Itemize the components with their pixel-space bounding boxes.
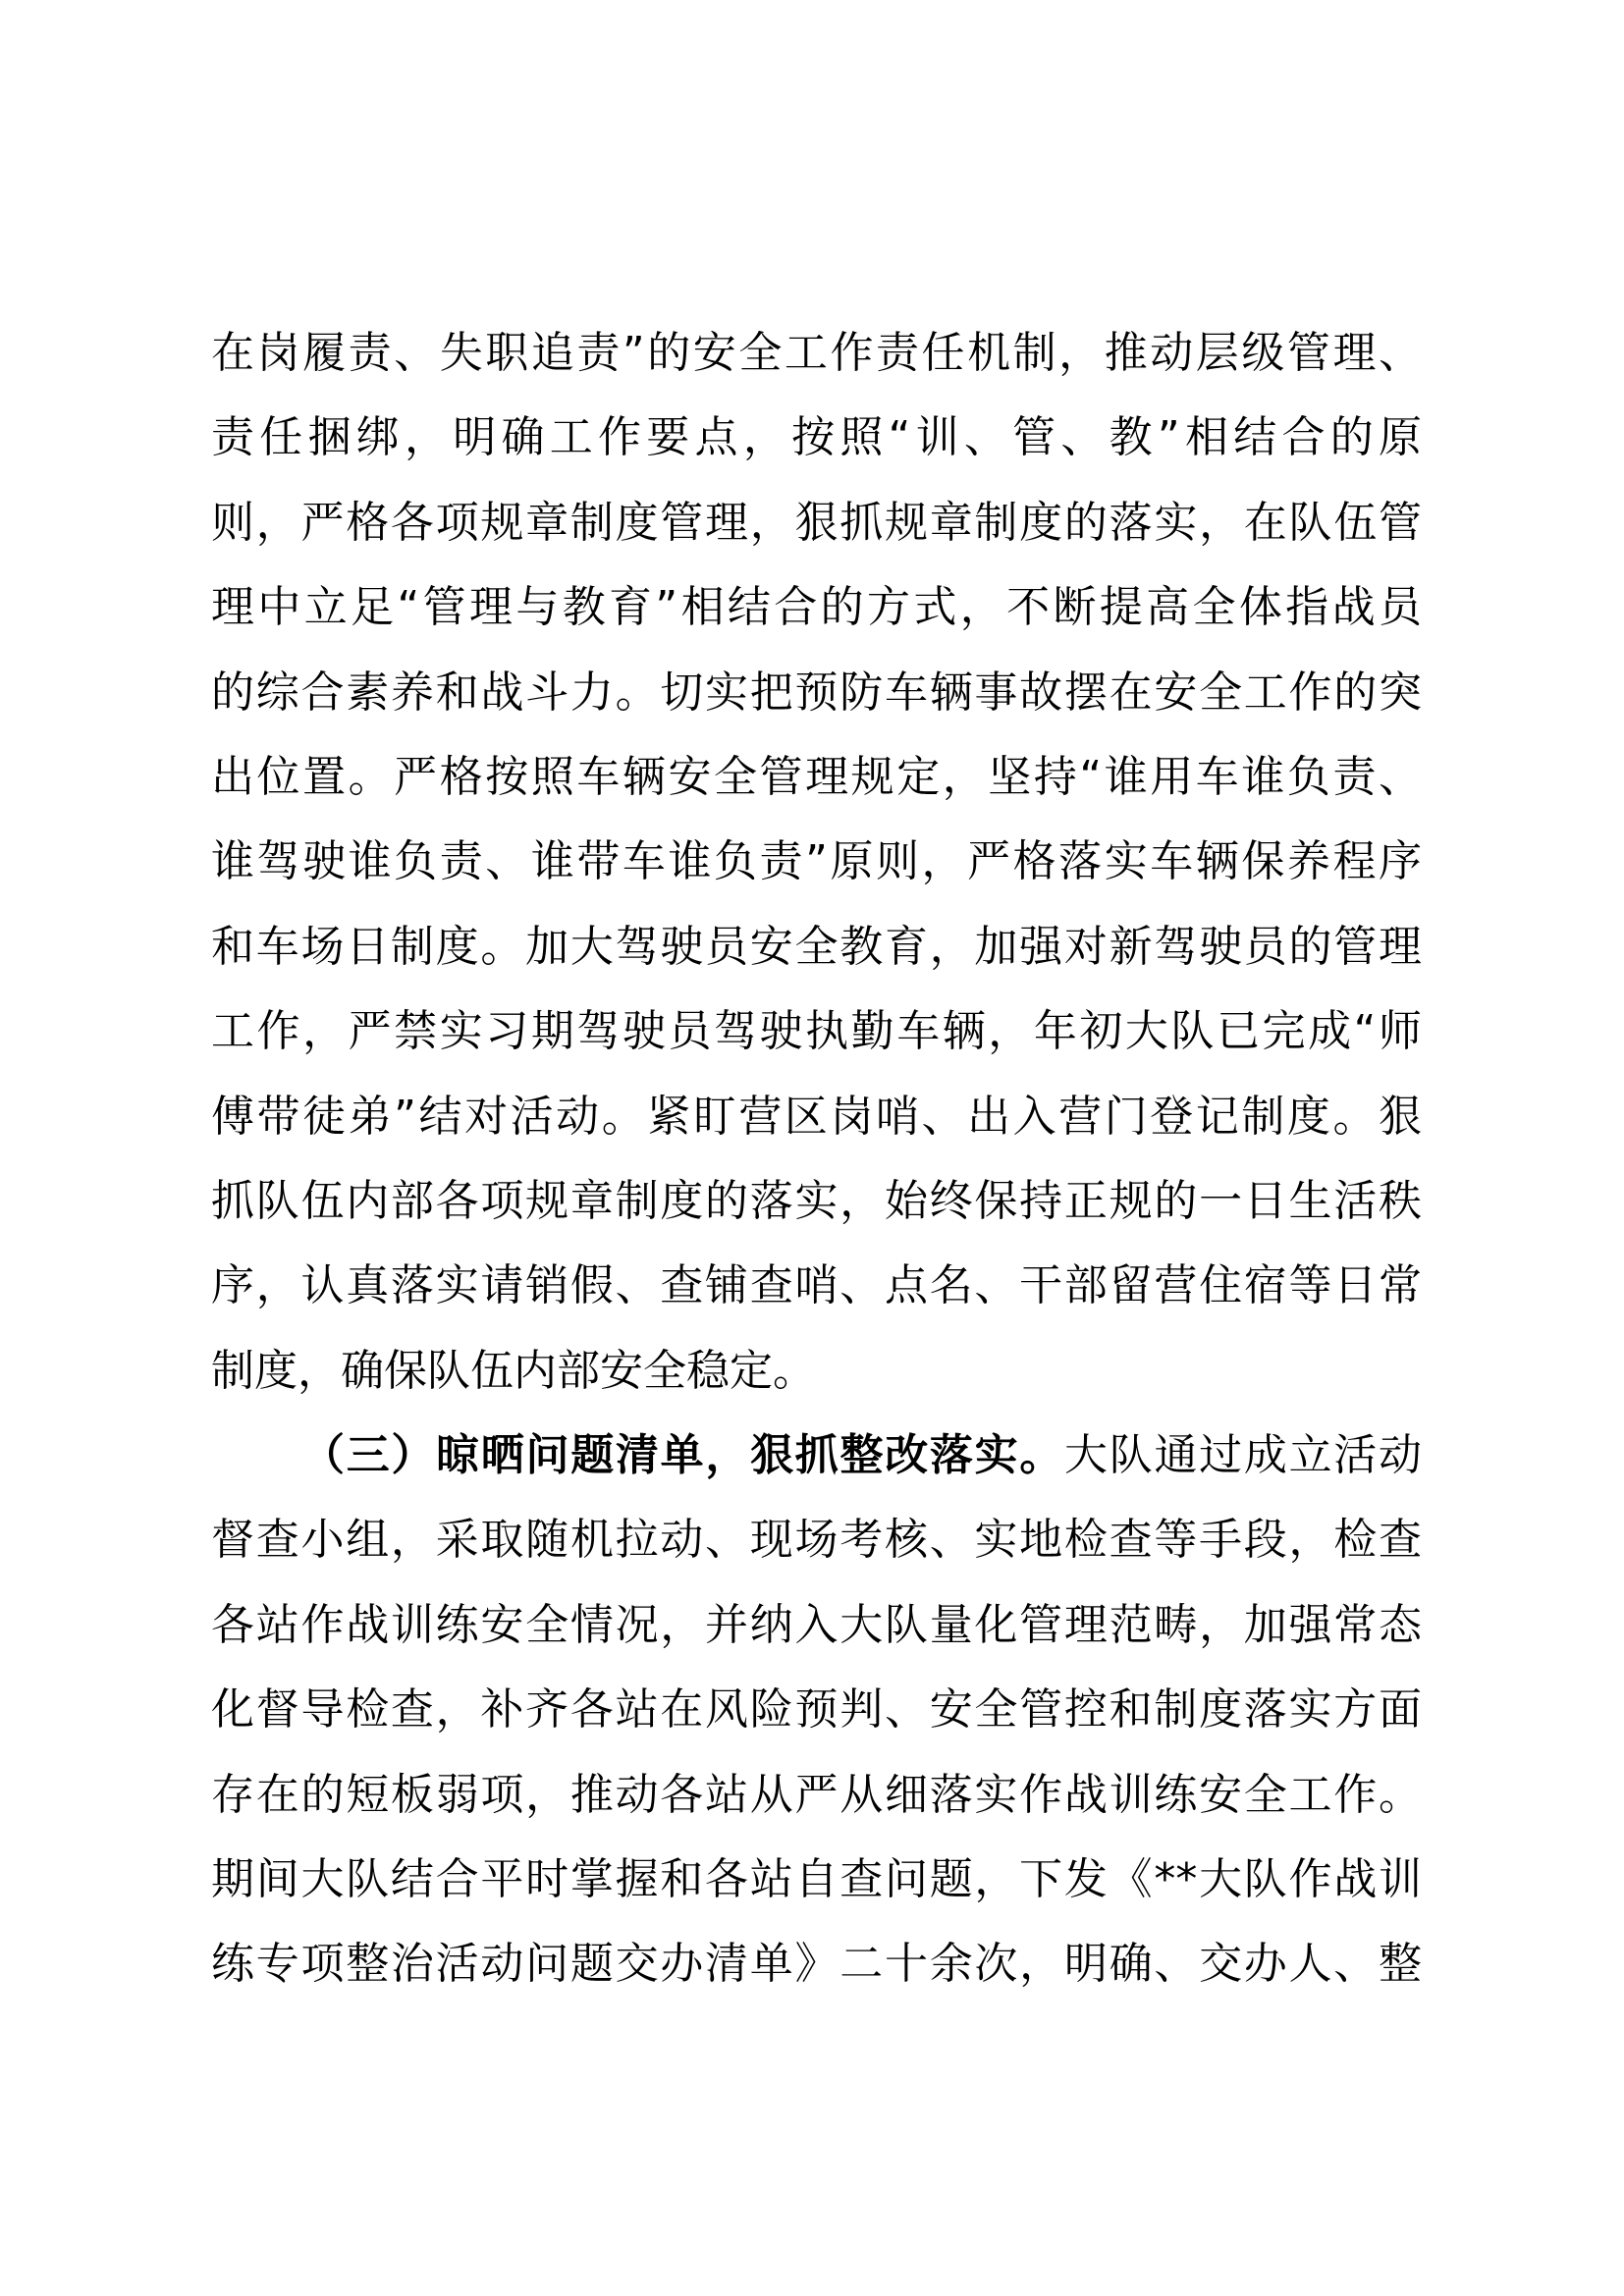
text-line: 则，严格各项规章制度管理，狠抓规章制度的落实，在队伍管 xyxy=(211,497,1422,548)
section-lead-text: 大队通过成立活动 xyxy=(1064,1430,1423,1481)
text-line: 练专项整治活动问题交办清单》二十余次，明确、交办人、整 xyxy=(211,1939,1422,1990)
text-line: 抓队伍内部各项规章制度的落实，始终保持正规的一日生活秩 xyxy=(211,1175,1422,1226)
text-line: 谁驾驶谁负责、谁带车谁负责”原则，严格落实车辆保养程序 xyxy=(211,836,1422,887)
text-line: 出位置。严格按照车辆安全管理规定，坚持“谁用车谁负责、 xyxy=(211,751,1422,802)
text-line: 在岗履责、失职追责”的安全工作责任机制，推动层级管理、 xyxy=(211,328,1422,378)
text-line: 各站作战训练安全情况，并纳入大队量化管理范畴，加强常态 xyxy=(211,1599,1422,1650)
paragraph-safety-responsibility xyxy=(211,311,1422,1414)
section-heading: （三）晾晒问题清单，狠抓整改落实。 xyxy=(301,1430,1065,1481)
paragraph-problem-list xyxy=(211,1414,1422,2007)
text-line: 化督导检查，补齐各站在风险预判、安全管控和制度落实方面 xyxy=(211,1684,1422,1735)
text-line: 工作，严禁实习期驾驶员驾驶执勤车辆，年初大队已完成“师 xyxy=(211,1006,1422,1057)
document-page xyxy=(211,311,1422,2007)
text-line: 存在的短板弱项，推动各站从严从细落实作战训练安全工作。 xyxy=(211,1769,1422,1820)
text-line: 责任捆绑，明确工作要点，按照“训、管、教”相结合的原 xyxy=(211,412,1422,463)
text-line: 和车场日制度。加大驾驶员安全教育，加强对新驾驶员的管理 xyxy=(211,921,1422,972)
section-first-line xyxy=(211,1414,1422,1498)
text-line: 督查小组，采取随机拉动、现场考核、实地检查等手段，检查 xyxy=(211,1515,1422,1566)
text-line: 序，认真落实请销假、查铺查哨、点名、干部留营住宿等日常 xyxy=(211,1260,1422,1311)
text-line: 傅带徒弟”结对活动。紧盯营区岗哨、出入营门登记制度。狠 xyxy=(211,1091,1422,1142)
text-line: 期间大队结合平时掌握和各站自查问题，下发《**大队作战训 xyxy=(211,1854,1422,1905)
text-line: 制度，确保队伍内部安全稳定。 xyxy=(211,1345,816,1396)
text-line: 理中立足“管理与教育”相结合的方式，不断提高全体指战员 xyxy=(211,582,1422,633)
text-line: 的综合素养和战斗力。切实把预防车辆事故摆在安全工作的突 xyxy=(211,667,1422,718)
